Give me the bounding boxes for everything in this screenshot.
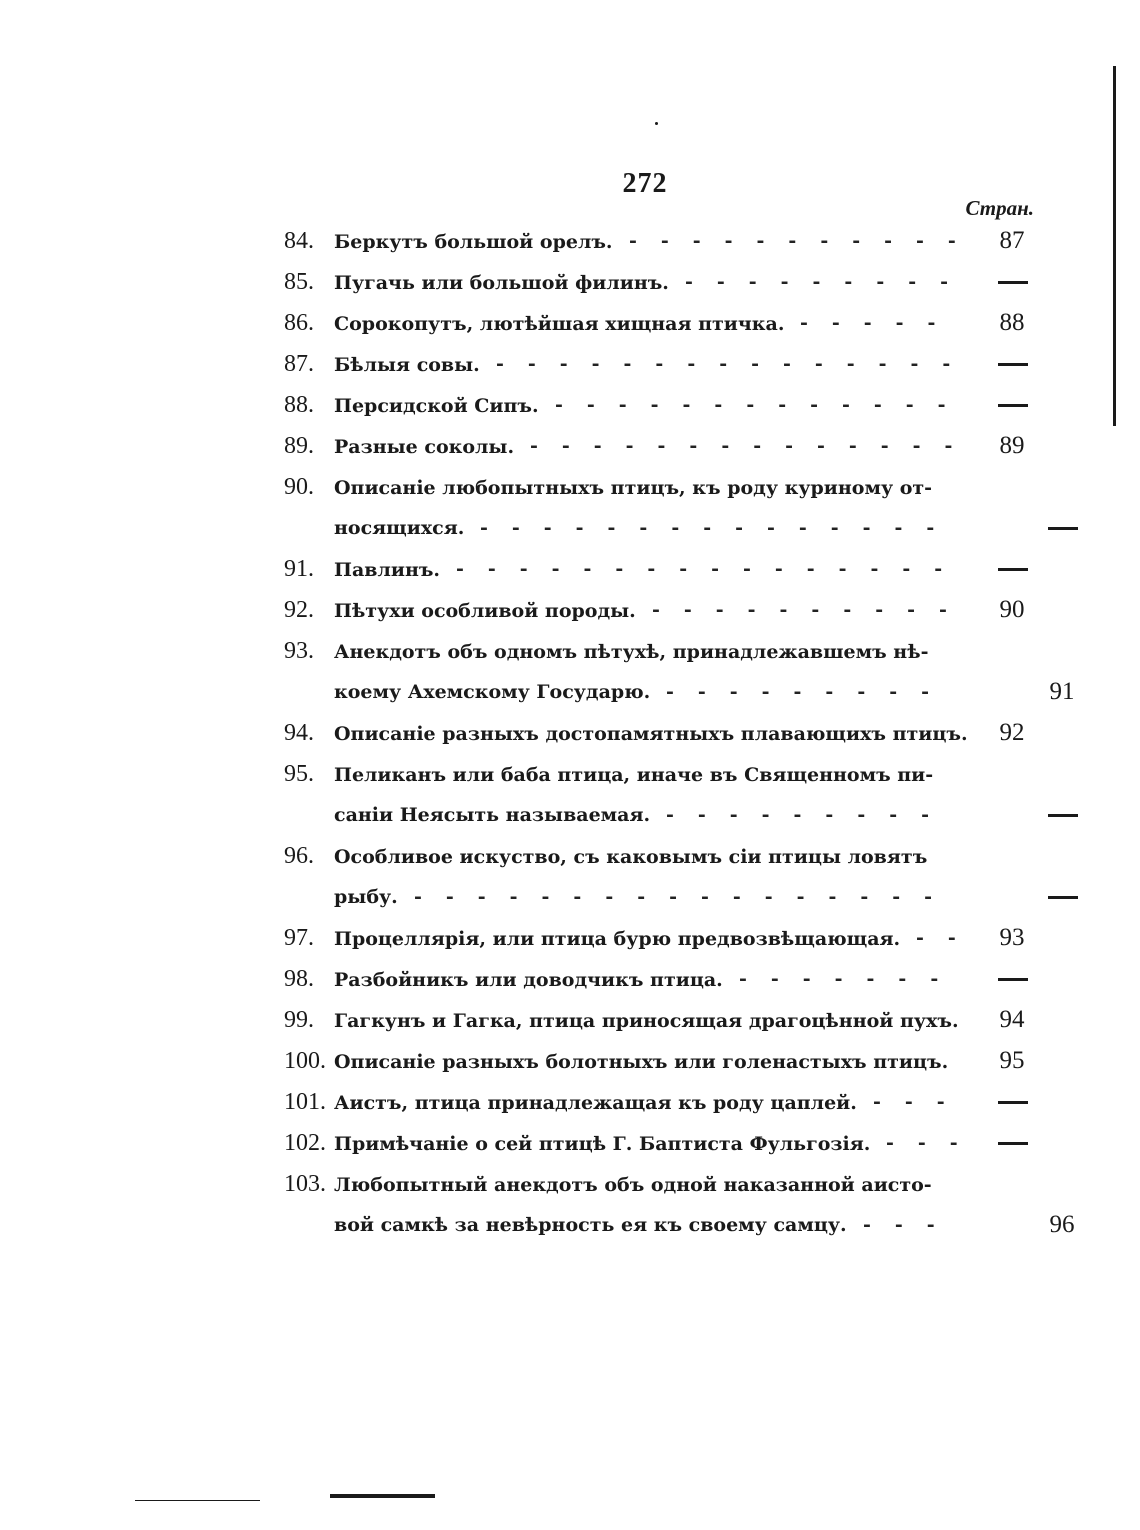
toc-entry-title: Любопытный анекдотъ объ одной наказанной аисто- (334, 1174, 932, 1196)
dot-leader: --------- (666, 681, 953, 703)
toc-entry (284, 1085, 1034, 1119)
toc-entry (284, 1126, 1034, 1160)
toc-entry (284, 1003, 1034, 1037)
toc-entry-continuation (284, 1208, 1084, 1242)
toc-entry (284, 224, 1034, 258)
toc-entry-title: Сорокопутъ, лютѣйшая хищная птичка. (334, 313, 785, 335)
toc-entry (284, 1044, 1034, 1078)
toc-entry-number: 84. (284, 228, 314, 254)
toc-entry-title: Бѣлыя совы. (334, 354, 480, 376)
toc-entry (284, 306, 1034, 340)
toc-entry (284, 593, 1034, 627)
dot-leader: -- (916, 927, 980, 949)
toc-entry-title: Примѣчаніе о сей птицѣ Г. Баптиста Фульгозія. (334, 1133, 871, 1155)
toc-entry-title: Описаніе любопытныхъ птицъ, къ роду куриному от- (334, 477, 933, 499)
page-number: 272 (622, 168, 668, 199)
toc-entry-title: Павлинъ. (334, 559, 441, 581)
ditto-dash (1048, 527, 1078, 530)
toc-entry-title: Анекдотъ объ одномъ пѣтухѣ, принадлежавшемъ нѣ- (334, 641, 929, 663)
toc-entry-number: 102. (284, 1130, 326, 1156)
toc-entry-number: 95. (284, 761, 314, 787)
toc-entry (284, 265, 1034, 299)
toc-entry-number: 85. (284, 269, 314, 295)
toc-entry (284, 757, 1034, 791)
dot-leader: --- (886, 1132, 982, 1154)
dot-leader: ------- (739, 968, 963, 990)
toc-entry-title: Беркутъ большой орелъ. (334, 231, 613, 253)
dot-leader: ------------- (555, 394, 970, 416)
toc-entry-title: Пугачь или большой филинъ. (334, 272, 669, 294)
toc-entry-continuation (284, 511, 1084, 545)
dot-leader: --------- (685, 271, 972, 293)
toc-entry (284, 716, 1034, 750)
ditto-dash (998, 363, 1028, 366)
toc-entry-number: 86. (284, 310, 314, 336)
toc-entry-title: Персидской Сипъ. (334, 395, 539, 417)
dot-leader: --- (873, 1091, 969, 1113)
dot-leader: --------- (666, 804, 953, 826)
toc-entry-page: 87 (999, 227, 1025, 254)
ditto-dash (998, 568, 1028, 571)
ditto-dash (998, 978, 1028, 981)
toc-entry-title: Описаніе разныхъ болотныхъ или голенастыхъ птицъ. (334, 1051, 949, 1073)
dot-leader: ----------------- (414, 886, 957, 908)
toc-entry-page: 92 (999, 719, 1025, 746)
ditto-dash (998, 1142, 1028, 1145)
dot-leader: ---------------- (456, 558, 967, 580)
toc-entry-continuation (284, 675, 1084, 709)
ditto-dash (1048, 896, 1078, 899)
toc-entry-page: 94 (999, 1006, 1025, 1033)
dot-leader: --------------- (496, 353, 975, 375)
toc-entry-title: носящихся. (334, 517, 465, 539)
toc-entry (284, 470, 1034, 504)
toc-entry-title: саніи Неясыть называемая. (334, 804, 651, 826)
toc-entry-page: 91 (1049, 678, 1075, 705)
toc-entry (284, 839, 1034, 873)
toc-entry-page: 95 (999, 1047, 1025, 1074)
toc-entry-title: Процеллярія, или птица бурю предвозвѣщающая. (334, 928, 901, 950)
toc-entry-title: Разбойникъ или доводчикъ птица. (334, 969, 723, 991)
dot-leader: -------------- (530, 435, 977, 457)
page-column-header: Стран. (965, 196, 1034, 220)
toc-entry-number: 91. (284, 556, 314, 582)
toc-entry-page: 96 (1049, 1211, 1075, 1238)
toc-entry-number: 99. (284, 1007, 314, 1033)
dot-leader: ----------- (629, 230, 980, 252)
ditto-dash (998, 281, 1028, 284)
toc-entry-title: Описаніе разныхъ достопамятныхъ плавающихъ птицъ. (334, 723, 968, 745)
toc-entry-number: 90. (284, 474, 314, 500)
page-edge-shadow (1113, 66, 1116, 426)
toc-entry-continuation (284, 798, 1084, 832)
toc-entry-number: 87. (284, 351, 314, 377)
toc-entry-title: рыбу. (334, 886, 398, 908)
dot-leader: --------------- (480, 517, 959, 539)
toc-entry (284, 388, 1034, 422)
toc-entry-page: 89 (999, 432, 1025, 459)
toc-entry-title: коему Ахемскому Государю. (334, 681, 651, 703)
toc-entry (284, 429, 1034, 463)
toc-entry-page: 93 (999, 924, 1025, 951)
dot-leader: ---------- (652, 599, 971, 621)
dot-leader: ----- (800, 312, 960, 334)
toc-entry-number: 97. (284, 925, 314, 951)
toc-entry-number: 93. (284, 638, 314, 664)
toc-entry-number: 98. (284, 966, 314, 992)
toc-entry-title: вой самкѣ за невѣрность ея къ своему самцу. (334, 1214, 847, 1236)
toc-entry-number: 94. (284, 720, 314, 746)
footer-rule-right (330, 1494, 435, 1498)
toc-entry-number: 96. (284, 843, 314, 869)
ink-speck (655, 122, 658, 125)
toc-entry-title: Гагкунъ и Гагка, птица приносящая драгоцѣнной пухъ. (334, 1010, 959, 1032)
toc-entry-title: Пеликанъ или баба птица, иначе въ Священномъ пи- (334, 764, 934, 786)
toc-entry (284, 1167, 1034, 1201)
toc-entry-continuation (284, 880, 1084, 914)
toc-entry-title: Пѣтухи особливой породы. (334, 600, 636, 622)
toc-entry (284, 634, 1034, 668)
toc-entry-title: Особливое искуство, съ каковымъ сіи птицы ловятъ (334, 846, 928, 868)
ditto-dash (998, 404, 1028, 407)
toc-entry (284, 962, 1034, 996)
footer-rule-left (135, 1500, 260, 1501)
ditto-dash (998, 1101, 1028, 1104)
toc-entry-number: 92. (284, 597, 314, 623)
toc-entry (284, 921, 1034, 955)
ditto-dash (1048, 814, 1078, 817)
toc-entry-title: Разные соколы. (334, 436, 515, 458)
toc-entry-page: 90 (999, 596, 1025, 623)
toc-entry-number: 88. (284, 392, 314, 418)
toc-entry (284, 347, 1034, 381)
toc-entry-number: 101. (284, 1089, 326, 1115)
toc-entry-title: Аистъ, птица принадлежащая къ роду цаплей. (334, 1092, 857, 1114)
toc-entry-number: 103. (284, 1171, 326, 1197)
toc-entry-page: 88 (999, 309, 1025, 336)
toc-entry-number: 100. (284, 1048, 326, 1074)
dot-leader: --- (863, 1214, 959, 1236)
toc-entry-number: 89. (284, 433, 314, 459)
toc-entry (284, 552, 1034, 586)
